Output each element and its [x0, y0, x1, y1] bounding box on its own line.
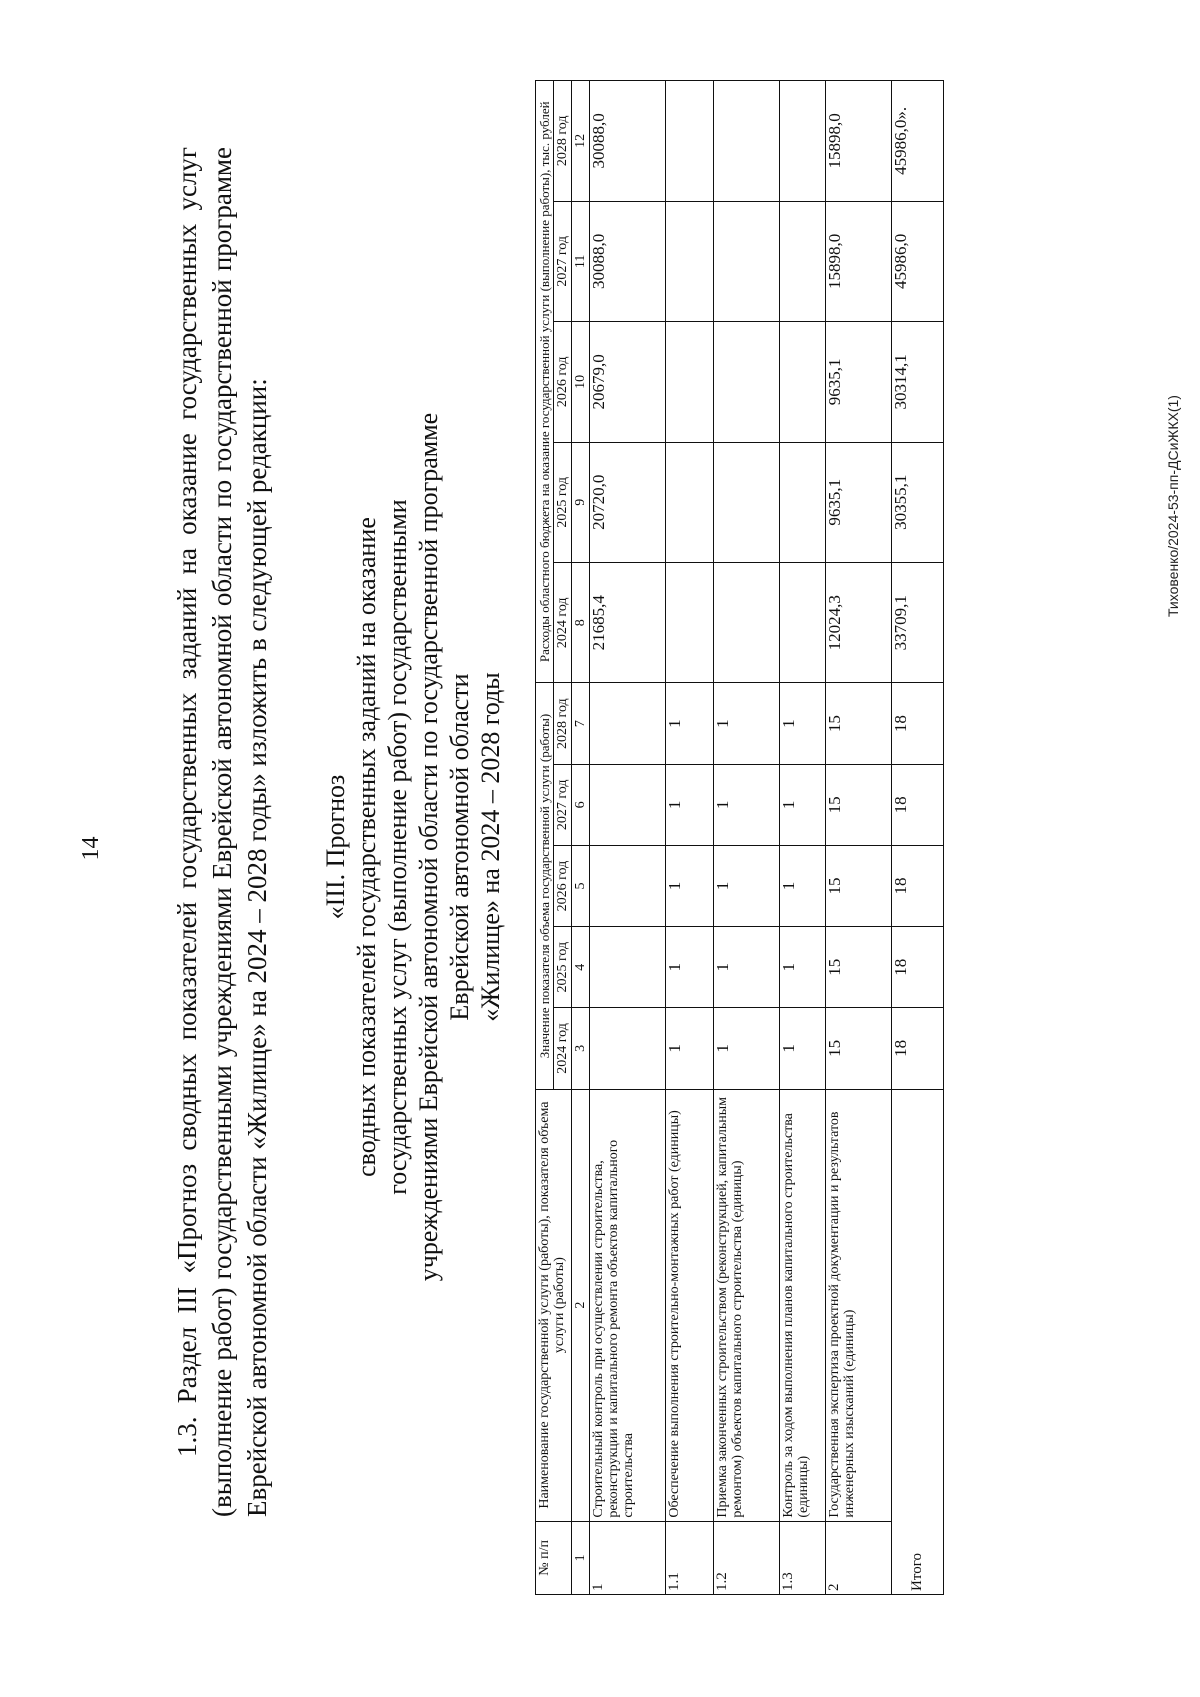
section-title [320, 147, 506, 1547]
expense-cell: 21685,4 [590, 563, 666, 683]
table-row [780, 81, 826, 1595]
expense-cell [780, 81, 826, 202]
table-row [714, 81, 780, 1595]
expense-cell: 20720,0 [590, 442, 666, 562]
section-title-line: учреждениями Еврейской автономной области по государственной программе [414, 412, 443, 1282]
column-number: 3 [572, 1008, 590, 1089]
column-number: 5 [572, 845, 590, 926]
header-year: 2024 год [554, 1008, 572, 1089]
expense-cell [780, 442, 826, 562]
expense-cell: 15898,0 [826, 81, 892, 202]
expense-cell: 9635,1 [826, 442, 892, 562]
expense-cell: 30088,0 [590, 81, 666, 202]
volume-cell: 15 [826, 927, 892, 1008]
column-number: 4 [572, 927, 590, 1008]
volume-cell [590, 764, 666, 845]
row-number: 2 [826, 1521, 892, 1594]
table-row [826, 81, 892, 1595]
volume-cell: 15 [826, 764, 892, 845]
expense-cell [666, 201, 714, 321]
intro-paragraph: 1.3. Раздел III «Прогноз сводных показателей государственных заданий на оказание государственных услуг (выполнение работ) государственными учреждениями Еврейской автономной области по государственной программе Еврейской автономной области «Жилище» на 2024 – 2028 годы» изложить в следующей редакции: [172, 147, 272, 1517]
row-name: Государственная экспертиза проектной документации и результатов инженерных изысканий (единицы) [826, 1089, 892, 1521]
expense-cell [714, 201, 780, 321]
row-number: 1.2 [714, 1521, 780, 1594]
section-title-line: государственных услуг (выполнение работ) государственными [383, 499, 412, 1195]
expense-cell: 30314,1 [892, 322, 944, 442]
document-code: Тиховенко/2024-53-пп-ДСиЖКХ(1) [1165, 395, 1181, 617]
header-year: 2025 год [554, 442, 572, 562]
row-name: Контроль за ходом выполнения планов капитального строительства (единицы) [780, 1089, 826, 1521]
expense-cell: 20679,0 [590, 322, 666, 442]
header-year: 2024 год [554, 563, 572, 683]
volume-cell [590, 683, 666, 764]
volume-cell: 1 [666, 845, 714, 926]
table-total-row [892, 81, 944, 1595]
column-number: 7 [572, 683, 590, 764]
volume-cell: 18 [892, 927, 944, 1008]
column-number: 9 [572, 442, 590, 562]
header-year: 2027 год [554, 201, 572, 321]
expense-cell: 33709,1 [892, 563, 944, 683]
header-year: 2026 год [554, 322, 572, 442]
header-year: 2028 год [554, 683, 572, 764]
column-number: 6 [572, 764, 590, 845]
expense-cell [780, 563, 826, 683]
expense-cell [666, 322, 714, 442]
header-year: 2027 год [554, 764, 572, 845]
row-number: 1 [590, 1521, 666, 1594]
column-number: 1 [572, 1521, 590, 1594]
volume-cell: 1 [780, 683, 826, 764]
expense-cell [714, 563, 780, 683]
volume-cell: 18 [892, 764, 944, 845]
volume-cell: 15 [826, 1008, 892, 1089]
volume-cell: 1 [714, 683, 780, 764]
volume-cell: 1 [780, 845, 826, 926]
column-number-row [572, 81, 590, 1595]
section-title-line: «Жилище» на 2024 – 2028 годы [476, 672, 505, 1022]
row-number: 1.3 [780, 1521, 826, 1594]
header-year: 2025 год [554, 927, 572, 1008]
page-number: 14 [78, 836, 104, 861]
volume-cell: 18 [892, 1008, 944, 1089]
volume-cell: 1 [780, 927, 826, 1008]
table-row [666, 81, 714, 1595]
header-year: 2028 год [554, 81, 572, 202]
expense-cell: 12024,3 [826, 563, 892, 683]
volume-cell: 1 [666, 1008, 714, 1089]
header-row [536, 81, 554, 1595]
expense-cell: 9635,1 [826, 322, 892, 442]
header-expense-group: Расходы областного бюджета на оказание государственной услуги (выполнение работы), тыс. рублей [536, 81, 554, 684]
volume-cell: 1 [714, 764, 780, 845]
row-name: Обеспечение выполнения строительно-монтажных работ (единицы) [666, 1089, 714, 1521]
forecast-table [535, 80, 944, 1595]
expense-cell [666, 81, 714, 202]
expense-cell: 30088,0 [590, 201, 666, 321]
volume-cell [590, 845, 666, 926]
volume-cell: 1 [714, 1008, 780, 1089]
volume-cell: 1 [714, 845, 780, 926]
volume-cell: 18 [892, 683, 944, 764]
column-number: 11 [572, 201, 590, 321]
row-name: Приемка законченных строительством (реконструкцией, капитальным ремонтом) объектов капитального строительства (единицы) [714, 1089, 780, 1521]
table-row [590, 81, 666, 1595]
expense-cell [780, 322, 826, 442]
header-no: № п/п [536, 1521, 572, 1594]
column-number: 12 [572, 81, 590, 202]
volume-cell: 1 [780, 1008, 826, 1089]
expense-cell [714, 442, 780, 562]
volume-cell: 15 [826, 683, 892, 764]
section-title-line: сводных показателей государственных заданий на оказание [352, 517, 381, 1177]
expense-cell: 45986,0». [892, 81, 944, 202]
volume-cell: 1 [714, 927, 780, 1008]
expense-cell: 15898,0 [826, 201, 892, 321]
expense-cell [714, 322, 780, 442]
expense-cell [714, 81, 780, 202]
expense-cell: 45986,0 [892, 201, 944, 321]
volume-cell: 18 [892, 845, 944, 926]
column-number: 8 [572, 563, 590, 683]
row-name: Строительный контроль при осуществлении строительства, реконструкции и капитального ремонта объектов капитального строительства [590, 1089, 666, 1521]
expense-cell [666, 563, 714, 683]
expense-cell: 30355,1 [892, 442, 944, 562]
volume-cell: 1 [780, 764, 826, 845]
header-year: 2026 год [554, 845, 572, 926]
section-title-line: «III. Прогноз [321, 774, 350, 920]
column-number: 2 [572, 1089, 590, 1521]
volume-cell: 15 [826, 845, 892, 926]
row-number: 1.1 [666, 1521, 714, 1594]
header-name: Наименование государственной услуги (работы), показателя объема услуги (работы) [536, 1089, 572, 1521]
volume-cell [590, 1008, 666, 1089]
volume-cell: 1 [666, 927, 714, 1008]
volume-cell: 1 [666, 764, 714, 845]
volume-cell: 1 [666, 683, 714, 764]
total-label: Итого [892, 1089, 944, 1594]
expense-cell [666, 442, 714, 562]
section-title-line: Еврейской автономной области [445, 673, 474, 1021]
header-volume-group: Значение показателя объема государственной услуги (работы) [536, 683, 554, 1089]
volume-cell [590, 927, 666, 1008]
column-number: 10 [572, 322, 590, 442]
expense-cell [780, 201, 826, 321]
